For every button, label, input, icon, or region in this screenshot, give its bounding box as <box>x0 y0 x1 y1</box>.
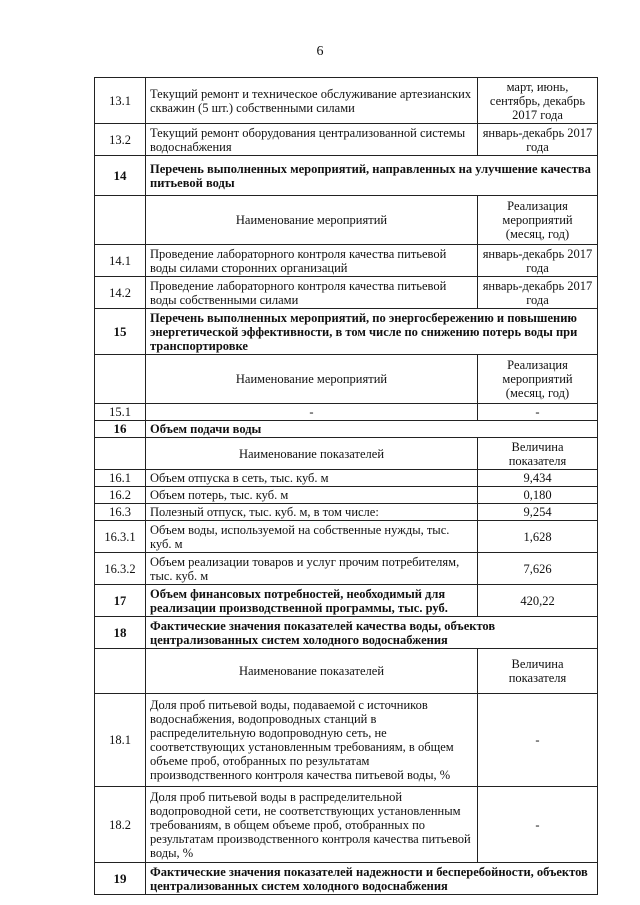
row-description: Текущий ремонт и техническое обслуживание артезианских скважин (5 шт.) собственными силами <box>146 78 478 124</box>
table-row <box>95 585 598 617</box>
row-value: январь-декабрь 2017 года <box>478 245 598 277</box>
program-table <box>94 77 598 895</box>
section-number: 14 <box>95 156 146 196</box>
section-title: Перечень выполненных мероприятий, направленных на улучшение качества питьевой воды <box>146 156 598 196</box>
column-header-row <box>95 196 598 245</box>
header-name-cell: Наименование показателей <box>146 438 478 470</box>
row-description: Проведение лабораторного контроля качества питьевой воды собственными силами <box>146 277 478 309</box>
table-row <box>95 245 598 277</box>
row-description: Объем воды, используемой на собственные нужды, тыс. куб. м <box>146 521 478 553</box>
row-number: 15.1 <box>95 404 146 421</box>
header-name-cell: Наименование мероприятий <box>146 355 478 404</box>
row-value: январь-декабрь 2017 года <box>478 277 598 309</box>
header-value-cell: Величина показателя <box>478 438 598 470</box>
row-value: 0,180 <box>478 487 598 504</box>
header-empty-cell <box>95 649 146 694</box>
row-description: Объем отпуска в сеть, тыс. куб. м <box>146 470 478 487</box>
row-value: 7,626 <box>478 553 598 585</box>
table-row <box>95 124 598 156</box>
page-number: 6 <box>316 44 324 59</box>
row-number: 18.1 <box>95 694 146 787</box>
row-value: 9,434 <box>478 470 598 487</box>
section-row <box>95 421 598 438</box>
table-row <box>95 553 598 585</box>
row-description: Объем потерь, тыс. куб. м <box>146 487 478 504</box>
header-empty-cell <box>95 196 146 245</box>
column-header-row <box>95 649 598 694</box>
section-number: 15 <box>95 309 146 355</box>
row-description: Доля проб питьевой воды в распределительной водопроводной сети, не соответствующих установленным требованиям, в общем объеме проб, отобранных по результатам производственного контроля качества питьевой воды, % <box>146 787 478 863</box>
column-header-row <box>95 355 598 404</box>
row-number: 18.2 <box>95 787 146 863</box>
row-number: 14.2 <box>95 277 146 309</box>
row-value: - <box>478 787 598 863</box>
table-row <box>95 521 598 553</box>
row-number: 16.2 <box>95 487 146 504</box>
table-row <box>95 787 598 863</box>
section-title: Фактические значения показателей качества воды, объектов централизованных систем холодного водоснабжения <box>146 617 598 649</box>
section-row <box>95 156 598 196</box>
row-number: 13.2 <box>95 124 146 156</box>
section-number: 16 <box>95 421 146 438</box>
row-value: март, июнь, сентябрь, декабрь 2017 года <box>478 78 598 124</box>
row-value: 420,22 <box>478 585 598 617</box>
section-number: 18 <box>95 617 146 649</box>
header-empty-cell <box>95 355 146 404</box>
header-value-cell: Реализация мероприятий (месяц, год) <box>478 355 598 404</box>
section-row <box>95 863 598 895</box>
header-name-cell: Наименование мероприятий <box>146 196 478 245</box>
row-description: Объем реализации товаров и услуг прочим потребителям, тыс. куб. м <box>146 553 478 585</box>
row-value: январь-декабрь 2017 года <box>478 124 598 156</box>
header-empty-cell <box>95 438 146 470</box>
row-number: 16.1 <box>95 470 146 487</box>
section-row <box>95 617 598 649</box>
row-description: Текущий ремонт оборудования централизованной системы водоснабжения <box>146 124 478 156</box>
header-value-cell: Реализация мероприятий (месяц, год) <box>478 196 598 245</box>
row-number: 16.3 <box>95 504 146 521</box>
row-number: 16.3.2 <box>95 553 146 585</box>
row-description: Проведение лабораторного контроля качества питьевой воды силами сторонних организаций <box>146 245 478 277</box>
header-name-cell: Наименование показателей <box>146 649 478 694</box>
table-row <box>95 694 598 787</box>
section-number: 19 <box>95 863 146 895</box>
row-number: 17 <box>95 585 146 617</box>
row-value: 1,628 <box>478 521 598 553</box>
row-number: 14.1 <box>95 245 146 277</box>
row-description: - <box>146 404 478 421</box>
section-row <box>95 309 598 355</box>
column-header-row <box>95 438 598 470</box>
table-row <box>95 470 598 487</box>
section-title: Перечень выполненных мероприятий, по энергосбережению и повышению энергетической эффективности, в том числе по снижению потерь воды при транспортировке <box>146 309 598 355</box>
row-number: 13.1 <box>95 78 146 124</box>
section-title: Объем подачи воды <box>146 421 598 438</box>
row-value: - <box>478 694 598 787</box>
row-value: - <box>478 404 598 421</box>
table-row <box>95 78 598 124</box>
table-row <box>95 404 598 421</box>
header-value-cell: Величина показателя <box>478 649 598 694</box>
table-row <box>95 277 598 309</box>
row-value: 9,254 <box>478 504 598 521</box>
row-description: Объем финансовых потребностей, необходимый для реализации производственной программы, тыс. руб. <box>146 585 478 617</box>
table-row <box>95 504 598 521</box>
row-number: 16.3.1 <box>95 521 146 553</box>
row-description: Полезный отпуск, тыс. куб. м, в том числе: <box>146 504 478 521</box>
row-description: Доля проб питьевой воды, подаваемой с источников водоснабжения, водопроводных станций в распределительную водопроводную сеть, не соответствующих установленным требованиям, в общем объеме проб, отобранных по результатам производственного контроля качества питьевой воды, % <box>146 694 478 787</box>
table-row <box>95 487 598 504</box>
section-title: Фактические значения показателей надежности и бесперебойности, объектов централизованных систем холодного водоснабжения <box>146 863 598 895</box>
